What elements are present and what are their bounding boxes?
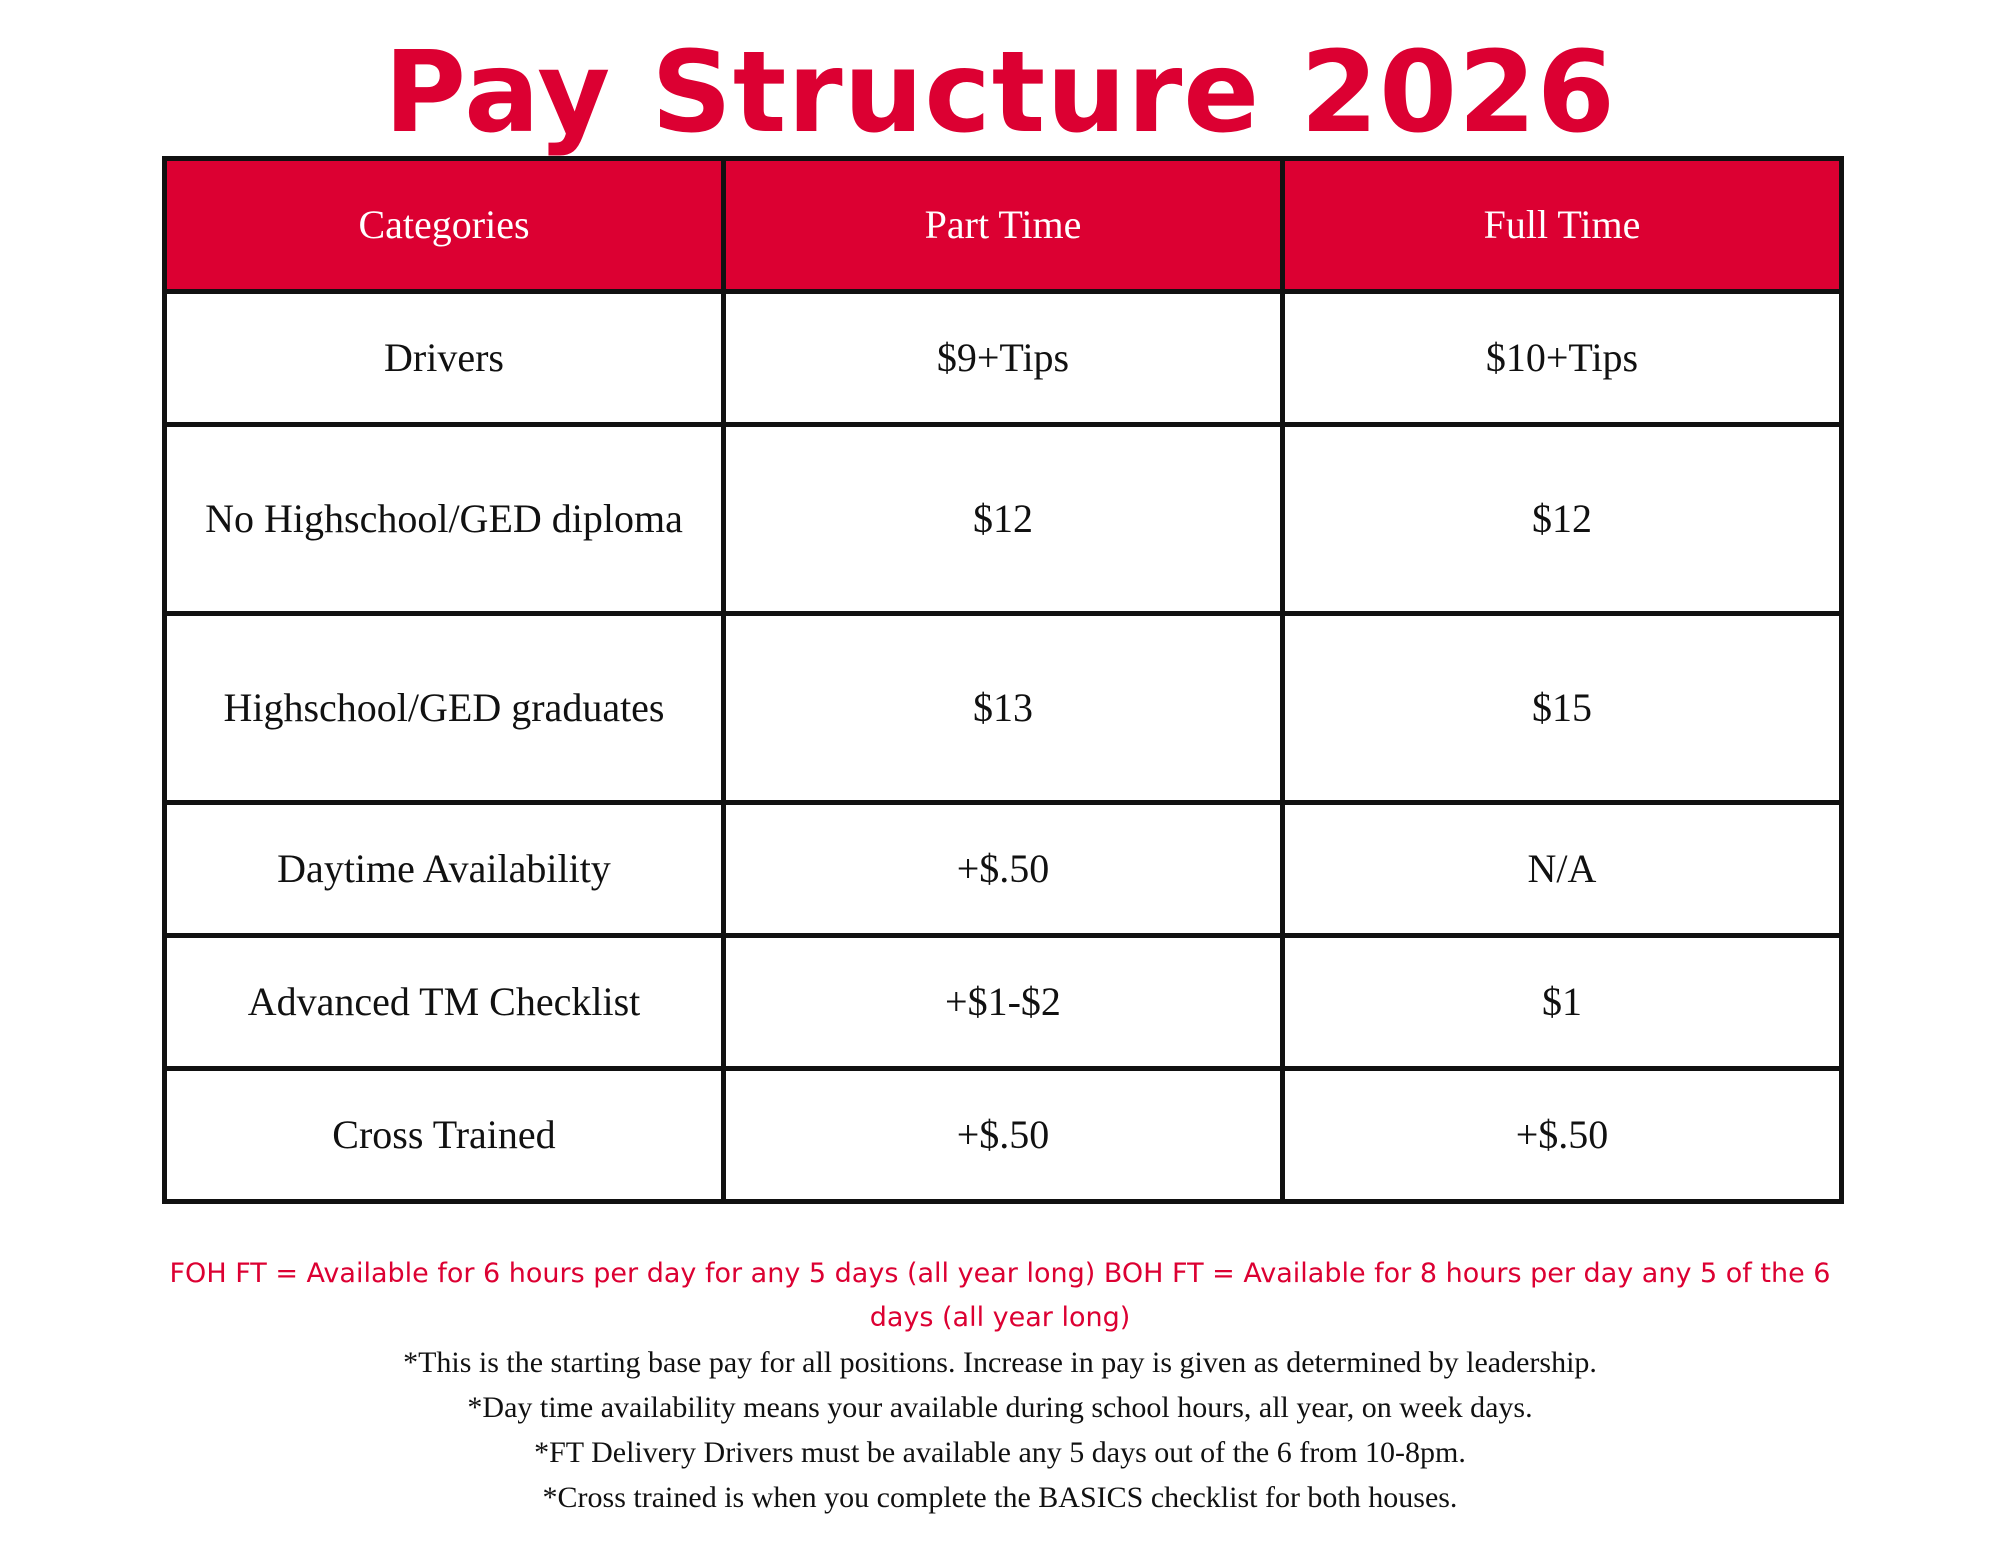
table-header-row: [165, 159, 1842, 292]
category-cell: Daytime Availability: [165, 803, 724, 936]
part-time-cell: $9+Tips: [724, 292, 1283, 425]
header-categories: Categories: [165, 159, 724, 292]
table-row: [165, 292, 1842, 425]
footnote-cross-trained: *Cross trained is when you complete the BASICS checklist for both houses.: [542, 1481, 1458, 1514]
table-row: [165, 936, 1842, 1069]
full-time-cell: +$.50: [1283, 1069, 1842, 1202]
full-time-cell: $10+Tips: [1283, 292, 1842, 425]
full-time-availability-note: FOH FT = Available for 6 hours per day for any 5 days (all year long) BOH FT = Available for 8 hours per day any 5 of the 6 days (all year long): [169, 1258, 1831, 1333]
category-cell: Highschool/GED graduates: [165, 614, 724, 803]
part-time-cell: +$.50: [724, 803, 1283, 936]
full-time-cell: $1: [1283, 936, 1842, 1069]
part-time-cell: $12: [724, 425, 1283, 614]
part-time-cell: +$1-$2: [724, 936, 1283, 1069]
table-row: [165, 614, 1842, 803]
table-row: [165, 1069, 1842, 1202]
part-time-cell: $13: [724, 614, 1283, 803]
category-cell: No Highschool/GED diploma: [165, 425, 724, 614]
footnote-delivery-drivers: *FT Delivery Drivers must be available any 5 days out of the 6 from 10-8pm.: [534, 1436, 1466, 1469]
category-cell: Drivers: [165, 292, 724, 425]
full-time-cell: $12: [1283, 425, 1842, 614]
footnotes: [100, 1340, 1900, 1520]
full-time-cell: N/A: [1283, 803, 1842, 936]
page-title: Pay Structure 2026: [384, 28, 1616, 158]
header-full-time: Full Time: [1283, 159, 1842, 292]
full-time-cell: $15: [1283, 614, 1842, 803]
table-row: [165, 803, 1842, 936]
footnote-daytime-availability: *Day time availability means your available during school hours, all year, on week days.: [467, 1391, 1533, 1424]
footnote-base-pay: *This is the starting base pay for all positions. Increase in pay is given as determined by leadership.: [403, 1346, 1597, 1379]
pay-table: [162, 156, 1844, 1204]
part-time-cell: +$.50: [724, 1069, 1283, 1202]
table-row: [165, 425, 1842, 614]
category-cell: Cross Trained: [165, 1069, 724, 1202]
header-part-time: Part Time: [724, 159, 1283, 292]
category-cell: Advanced TM Checklist: [165, 936, 724, 1069]
